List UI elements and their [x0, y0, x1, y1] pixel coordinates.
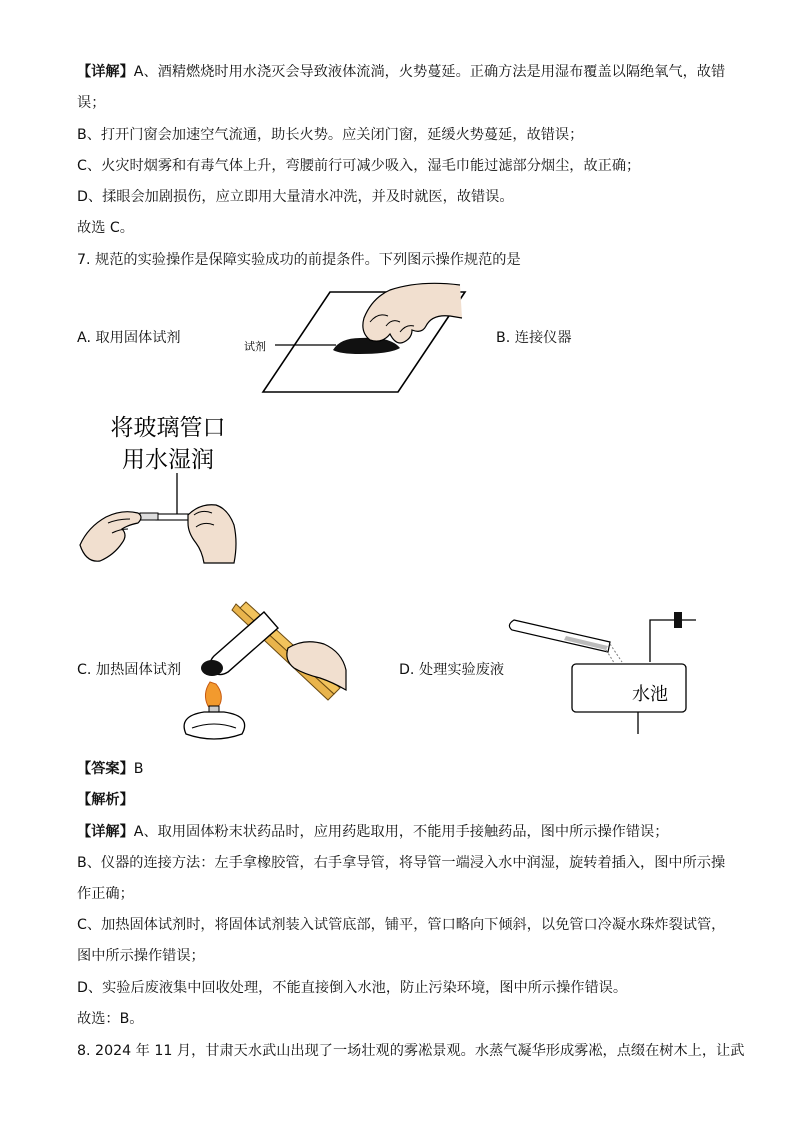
option-c-label: C. 加热固体试剂 — [77, 662, 182, 678]
answer-tag: 【答案】 — [77, 761, 134, 777]
q7-detail-b: B、仪器的连接方法：左手拿橡胶管，右手拿导管，将导管一端浸入水中润湿，旋转着插入，图中所示操 — [77, 855, 726, 871]
q7-detail-c-cont: 图中所示操作错误； — [77, 948, 205, 964]
answer-value: B — [133, 761, 144, 777]
figure-c-heating-test-tube — [174, 598, 348, 744]
q7-detail-a-text: A、取用固体粉末状药品时，应用药匙取用，不能用手接触药品，图中所示操作错误； — [133, 824, 669, 840]
answer-line — [77, 759, 716, 779]
q7-detail-d: D、实验后废液集中回收处理，不能直接倒入水池，防止污染环境，图中所示操作错误。 — [77, 980, 628, 996]
q7-detail-b-cont: 作正确； — [77, 886, 134, 902]
option-b-label: B. 连接仪器 — [496, 330, 572, 346]
caption-line-1: 将玻璃管口 — [110, 415, 226, 441]
detail-tag: 【详解】 — [77, 64, 134, 80]
q8-stem: 8. 2024 年 11 月，甘肃天水武山出现了一场壮观的雾凇景观。水蒸气凝华形成雾凇，点缀在树木上，让武 — [77, 1043, 745, 1059]
prev-detail-c: C、火灾时烟雾和有毒气体上升，弯腰前行可减少吸入，湿毛巾能过滤部分烟尘，故正确； — [77, 158, 641, 174]
option-d-label: D. 处理实验废液 — [399, 662, 505, 678]
prev-detail-a-cont: 误； — [77, 95, 106, 111]
analysis-tag: 【解析】 — [77, 792, 134, 808]
q7-detail-c: C、加热固体试剂时，将固体试剂装入试管底部，铺平，管口略向下倾斜，以免管口冷凝水珠炸裂试管， — [77, 917, 726, 933]
option-a-label: A. 取用固体试剂 — [77, 330, 181, 346]
prev-detail-line-a — [77, 62, 726, 82]
figure-b-connecting-tube — [78, 405, 258, 567]
q7-detail-a — [77, 822, 716, 842]
prev-choice: 故选 C。 — [77, 220, 134, 236]
figure-d-waste-into-sink — [506, 600, 708, 738]
sink-label: 水池 — [632, 684, 668, 705]
caption-line-2: 用水湿润 — [122, 447, 214, 473]
prev-detail-d: D、揉眼会加剧损伤，应立即用大量清水冲洗，并及时就医，故错误。 — [77, 189, 514, 205]
q7-choice: 故选：B。 — [77, 1011, 144, 1027]
prev-detail-b: B、打开门窗会加速空气流通，助长火势。应关闭门窗，延缓火势蔓延，故错误； — [77, 127, 584, 143]
prev-detail-a-text: A、酒精燃烧时用水浇灭会导致液体流淌，火势蔓延。正确方法是用湿布覆盖以隔绝氧气，故错 — [133, 64, 726, 80]
q7-stem: 7. 规范的实验操作是保障实验成功的前提条件。下列图示操作规范的是 — [77, 252, 521, 268]
detail-tag: 【详解】 — [77, 824, 134, 840]
reagent-label: 试剂 — [244, 340, 266, 353]
figure-a-hand-taking-reagent — [240, 282, 470, 394]
